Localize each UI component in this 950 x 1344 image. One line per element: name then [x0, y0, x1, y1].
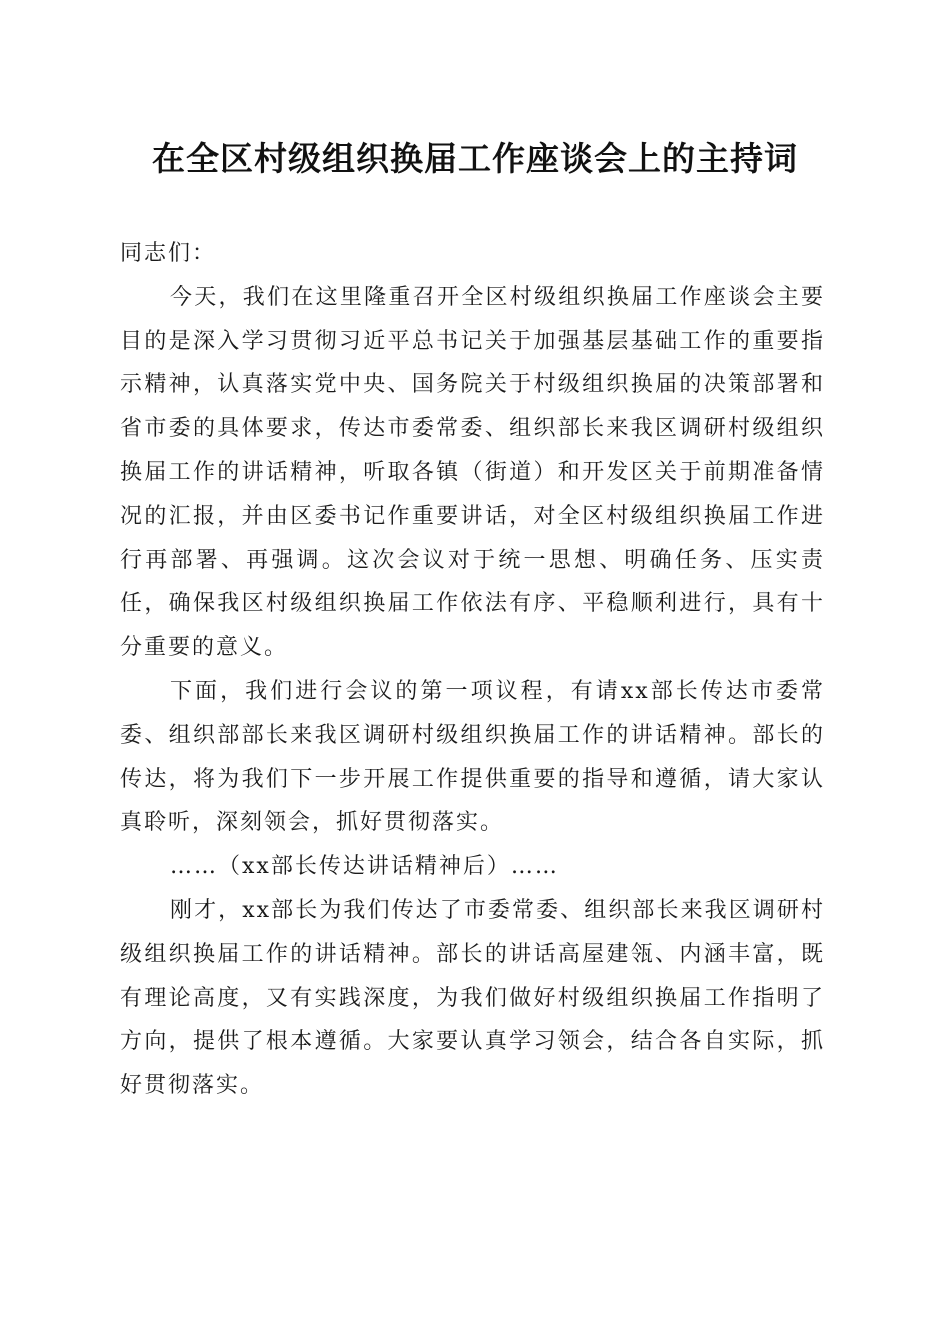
salutation: 同志们：	[120, 241, 217, 266]
document-body	[120, 232, 825, 1108]
document-title: 在全区村级组织换届工作座谈会上的主持词	[152, 139, 798, 178]
paragraph-2: 下面，我们进行会议的第一项议程，有请xx部长传达市委常委、组织部部长来我区调研村级组织换届工作的讲话精神。部长的传达，将为我们下一步开展工作提供重要的指导和遵循，请大家认真聆听，深刻领会，抓好贯彻落实。	[120, 678, 825, 836]
paragraph-3: ……（xx部长传达讲话精神后）……	[170, 854, 559, 880]
paragraph-1: 今天，我们在这里隆重召开全区村级组织换届工作座谈会主要目的是深入学习贯彻习近平总书记关于加强基层基础工作的重要指示精神，认真落实党中央、国务院关于村级组织换届的决策部署和省市委的具体要求，传达市委常委、组织部长来我区调研村级组织换届工作的讲话精神，听取各镇（街道）和开发区关于前期准备情况的汇报，并由区委书记作重要讲话，对全区村级组织换届工作进行再部署、再强调。这次会议对于统一思想、明确任务、压实责任，确保我区村级组织换届工作依法有序、平稳顺利进行，具有十分重要的意义。	[120, 284, 825, 661]
paragraph-4: 刚才，xx部长为我们传达了市委常委、组织部长来我区调研村级组织换届工作的讲话精神。部长的讲话高屋建瓴、内涵丰富，既有理论高度，又有实践深度，为我们做好村级组织换届工作指明了方向，提供了根本遵循。大家要认真学习领会，结合各自实际，抓好贯彻落实。	[120, 897, 825, 1099]
